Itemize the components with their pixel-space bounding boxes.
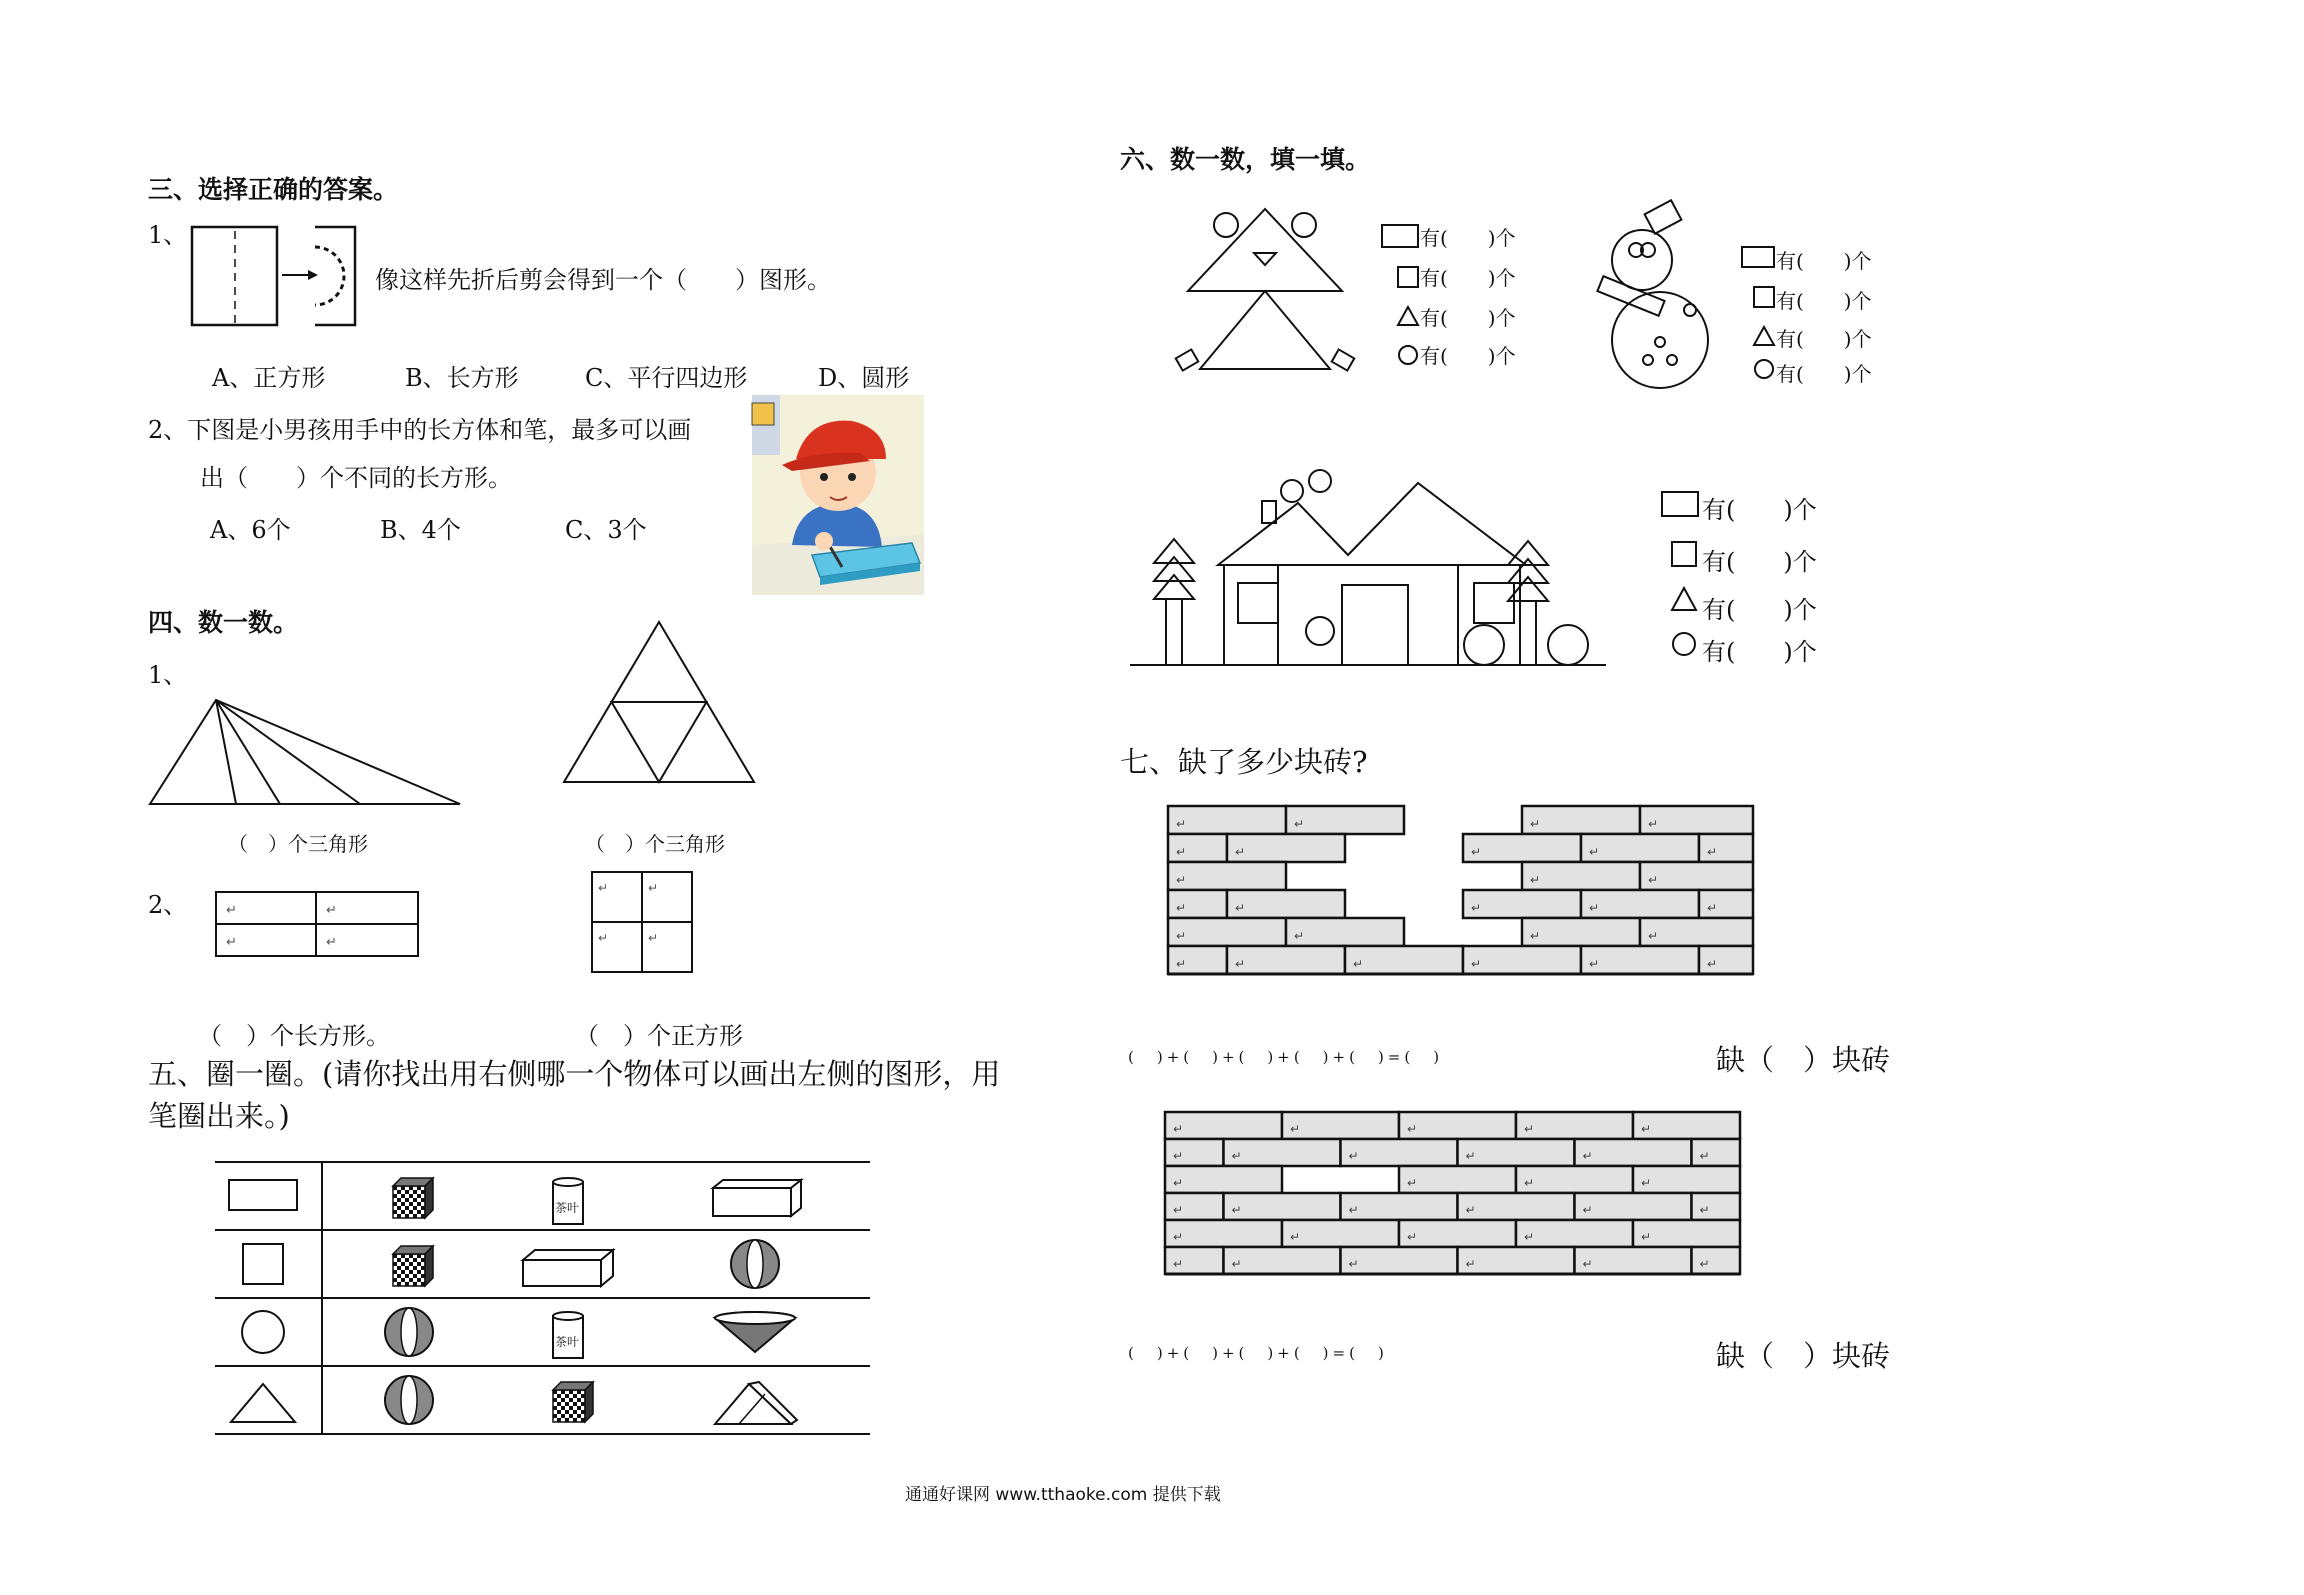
return-mark: ↵ — [1235, 901, 1246, 915]
return-mark: ↵ — [1707, 901, 1718, 915]
count-legend-icons-3 — [1660, 490, 1700, 660]
return-mark: ↵ — [1530, 873, 1541, 887]
section7-answer-1: 缺（ ）块砖 — [1716, 1043, 1891, 1077]
section7-title: 七、缺了多少块砖? — [1120, 745, 1368, 779]
return-mark: ↵ — [1471, 957, 1482, 971]
footer-text: 通通好课网 www.tthaoke.com 提供下载 — [905, 1485, 1221, 1505]
return-mark: ↵ — [1530, 929, 1541, 943]
return-mark: ↵ — [1348, 1257, 1359, 1271]
section3-q1-number: 1、 — [148, 221, 188, 249]
svg-text:↵: ↵ — [648, 881, 659, 895]
section4-q1-number: 1、 — [148, 661, 188, 689]
return-mark: ↵ — [1294, 929, 1305, 943]
count-row-rect-3: 有( )个 — [1702, 496, 1817, 524]
return-mark: ↵ — [1582, 1257, 1593, 1271]
count-row-square-1: 有( )个 — [1420, 266, 1516, 290]
return-mark: ↵ — [1641, 1176, 1652, 1190]
count-row-square-2: 有( )个 — [1776, 289, 1872, 313]
return-mark: ↵ — [1173, 1122, 1184, 1136]
fold-cut-figure — [190, 225, 360, 330]
section3-q1-option-b: B、长方形 — [405, 364, 519, 392]
svg-text:↵: ↵ — [598, 931, 609, 945]
return-mark: ↵ — [1699, 1257, 1710, 1271]
return-mark: ↵ — [1235, 845, 1246, 859]
count-row-square-3: 有( )个 — [1702, 548, 1817, 576]
svg-text:↵: ↵ — [326, 935, 337, 950]
return-mark: ↵ — [1231, 1203, 1242, 1217]
count-legend-icons-1 — [1380, 223, 1420, 363]
return-mark: ↵ — [1176, 929, 1187, 943]
section3-q1-option-c: C、平行四边形 — [585, 364, 748, 392]
return-mark: ↵ — [1648, 929, 1659, 943]
count-legend-icons-2 — [1740, 245, 1780, 385]
return-mark: ↵ — [1231, 1257, 1242, 1271]
section3-q2-text: 2、下图是小男孩用手中的长方体和笔，最多可以画 — [148, 416, 692, 444]
return-mark: ↵ — [1173, 1203, 1184, 1217]
return-mark: ↵ — [1707, 845, 1718, 859]
section7-equation-2: ( )+( )+( )+( )=( ) — [1128, 1344, 1388, 1362]
section5-title-line2: 笔圈出来。) — [148, 1099, 290, 1133]
return-mark: ↵ — [1465, 1257, 1476, 1271]
return-mark: ↵ — [1582, 1203, 1593, 1217]
count-row-rect-1: 有( )个 — [1420, 226, 1516, 250]
return-mark: ↵ — [1524, 1230, 1535, 1244]
return-mark: ↵ — [1407, 1176, 1418, 1190]
count-row-triangle-3: 有( )个 — [1702, 596, 1817, 624]
section3-q1-option-d: D、圆形 — [818, 364, 910, 392]
section3-q1-option-a: A、正方形 — [212, 364, 326, 392]
return-mark: ↵ — [1699, 1203, 1710, 1217]
return-mark: ↵ — [1641, 1122, 1652, 1136]
count-row-triangle-2: 有( )个 — [1776, 327, 1872, 351]
return-mark: ↵ — [1348, 1149, 1359, 1163]
svg-text:↵: ↵ — [226, 903, 237, 918]
return-mark: ↵ — [1176, 957, 1187, 971]
return-mark: ↵ — [1465, 1149, 1476, 1163]
count-row-rect-2: 有( )个 — [1776, 249, 1872, 273]
section4-q2-blank-a: （ ）个长方形。 — [198, 1022, 390, 1050]
return-mark: ↵ — [1582, 1149, 1593, 1163]
return-mark: ↵ — [1231, 1149, 1242, 1163]
count-row-triangle-1: 有( )个 — [1420, 306, 1516, 330]
tea-can-label: 茶叶 — [555, 1335, 580, 1349]
section7-answer-2: 缺（ ）块砖 — [1716, 1339, 1891, 1373]
return-mark: ↵ — [1290, 1230, 1301, 1244]
snowman-figure — [1590, 200, 1740, 390]
section3-q2-option-c: C、3个 — [565, 516, 647, 544]
return-mark: ↵ — [1407, 1230, 1418, 1244]
tea-can-label: 茶叶 — [555, 1201, 580, 1215]
return-mark: ↵ — [1589, 845, 1600, 859]
count-row-circle-1: 有( )个 — [1420, 344, 1516, 368]
return-mark: ↵ — [1173, 1230, 1184, 1244]
section3-q1-text: 像这样先折后剪会得到一个（ ）图形。 — [375, 266, 831, 294]
section3-q2-option-b: B、4个 — [380, 516, 461, 544]
section7-equation-1: ( )+( )+( )+( )+( )=( ) — [1128, 1048, 1444, 1066]
return-mark: ↵ — [1641, 1230, 1652, 1244]
return-mark: ↵ — [1648, 873, 1659, 887]
return-mark: ↵ — [1176, 901, 1187, 915]
shape-object-matching-table — [215, 1160, 875, 1445]
return-mark: ↵ — [1353, 957, 1364, 971]
return-mark: ↵ — [1176, 845, 1187, 859]
triangle-character-figure — [1170, 205, 1360, 375]
count-row-circle-3: 有( )个 — [1702, 638, 1817, 666]
return-mark: ↵ — [1530, 817, 1541, 831]
square-grid-figure — [590, 870, 700, 976]
return-mark: ↵ — [1176, 817, 1187, 831]
return-mark: ↵ — [1176, 873, 1187, 887]
return-mark: ↵ — [1173, 1149, 1184, 1163]
return-mark: ↵ — [1471, 901, 1482, 915]
return-mark: ↵ — [1648, 817, 1659, 831]
rectangle-grid-figure — [214, 890, 424, 960]
return-mark: ↵ — [1235, 957, 1246, 971]
boy-drawing-illustration — [752, 395, 924, 595]
return-mark: ↵ — [1348, 1203, 1359, 1217]
return-mark: ↵ — [1294, 817, 1305, 831]
return-mark: ↵ — [1589, 957, 1600, 971]
section4-q1-blank-a: （ ）个三角形 — [228, 832, 368, 856]
return-mark: ↵ — [1465, 1203, 1476, 1217]
return-mark: ↵ — [1589, 901, 1600, 915]
return-mark: ↵ — [1524, 1122, 1535, 1136]
house-scene-figure — [1128, 465, 1608, 670]
section4-q2-number: 2、 — [148, 891, 188, 919]
section4-q1-blank-b: （ ）个三角形 — [585, 832, 725, 856]
return-mark: ↵ — [1407, 1122, 1418, 1136]
count-row-circle-2: 有( )个 — [1776, 362, 1872, 386]
section3-q2-option-a: A、6个 — [210, 516, 291, 544]
section5-title-line1: 五、圈一圈。(请你找出用右侧哪一个物体可以画出左侧的图形，用 — [148, 1057, 1001, 1091]
brick-wall-1 — [1168, 806, 1768, 986]
return-mark: ↵ — [1290, 1122, 1301, 1136]
section6-title: 六、数一数，填一填。 — [1120, 145, 1371, 174]
svg-text:↵: ↵ — [226, 935, 237, 950]
section3-title: 三、选择正确的答案。 — [148, 175, 399, 204]
section4-title: 四、数一数。 — [148, 608, 299, 637]
svg-text:↵: ↵ — [326, 903, 337, 918]
return-mark: ↵ — [1707, 957, 1718, 971]
return-mark: ↵ — [1173, 1176, 1184, 1190]
return-mark: ↵ — [1524, 1176, 1535, 1190]
svg-text:↵: ↵ — [648, 931, 659, 945]
return-mark: ↵ — [1173, 1257, 1184, 1271]
section4-q2-blank-b: （ ）个正方形 — [575, 1022, 743, 1050]
return-mark: ↵ — [1471, 845, 1482, 859]
svg-text:↵: ↵ — [598, 881, 609, 895]
return-mark: ↵ — [1699, 1149, 1710, 1163]
triangle-figure-fan — [148, 696, 463, 806]
brick-wall-2 — [1165, 1112, 1765, 1282]
section3-q2-text-line2: 出（ ）个不同的长方形。 — [200, 464, 512, 492]
triangle-figure-nested — [562, 620, 756, 784]
